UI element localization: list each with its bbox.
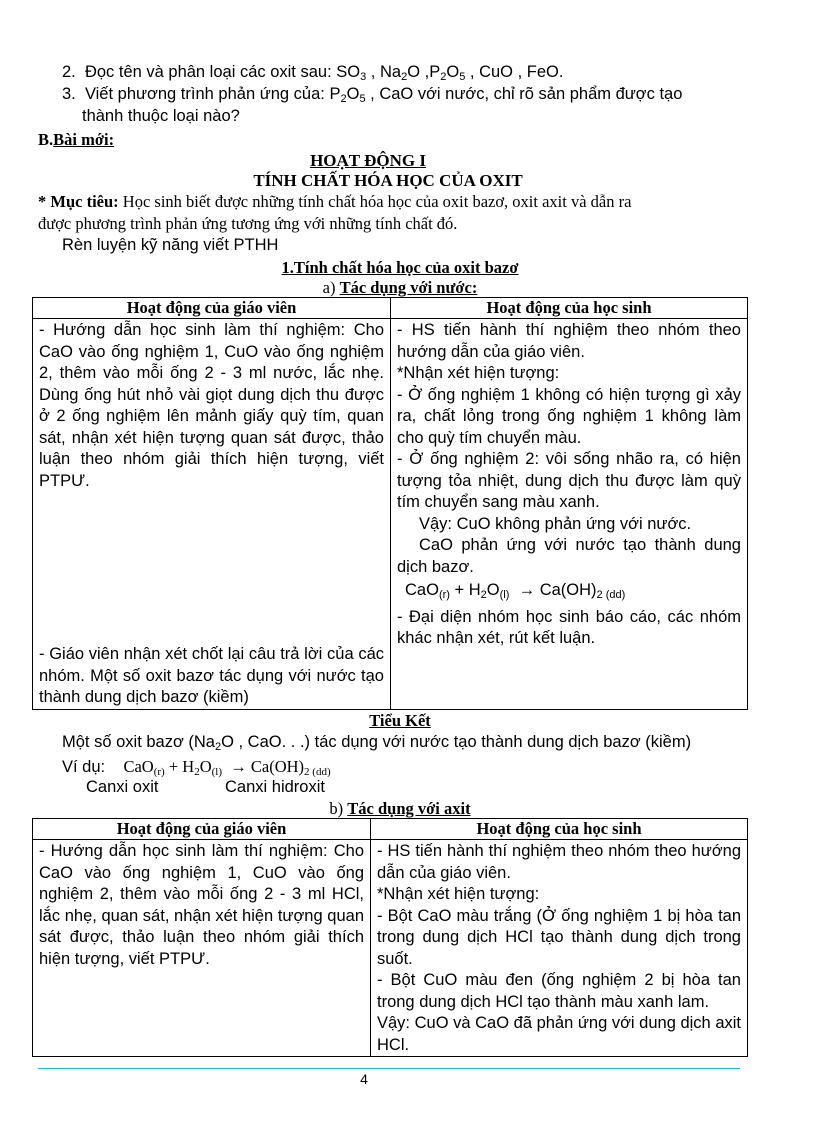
equation-2: $CaO_{(r)} + H_2O_{(l)} \to Ca(OH)_{2 (dd)}$	[123, 757, 331, 778]
student-step-1: - HS tiến hành thí nghiệm theo nhóm theo hướng dẫn của giáo viên.	[397, 321, 741, 361]
student-cell	[371, 840, 748, 1057]
teacher-conclusion: - Giáo viên nhận xét chốt lại câu trả lời của các nhóm. Một số oxit bazơ tác dụng với nước tạo thành dung dịch bazơ (kiềm)	[39, 645, 384, 706]
question-3: 3. Viết phương trình phản ứng của: $P_2O_5$ , CaO với nước, chỉ rõ sản phẩm được tạo	[62, 85, 683, 105]
teacher-instruction: - Hướng dẫn học sinh làm thí nghiệm: Cho CaO vào ống nghiệm 1, CuO vào ống nghiệm 2, thêm vào mỗi ống 2 - 3 ml nước, lắc nhẹ. Dùng ống hút nhỏ vài giọt dung dịch thu được ở 2 ống nghiệm lên mảnh giấy quỳ tím, quan sát, nhận xét hiện tượng quan sát được, thảo luận theo nhóm giải thích hiện tượng, viết PTPƯ.	[39, 321, 384, 490]
student-step-4: - Bột CuO màu đen (ống nghiệm 2 bị hòa tan trong dung dịch HCl tạo thành màu xanh lam.	[377, 971, 741, 1011]
part-1b-title: b) Tác dụng với axit	[329, 799, 471, 818]
student-step-3: - Bột CaO màu trắng (Ở ống nghiệm 1 bị hòa tan trong dung dịch HCl tạo thành dung dịch trong suốt.	[377, 906, 741, 968]
table-body-row	[33, 319, 748, 710]
part-1a-title: a) Tác dụng với nước:	[322, 278, 478, 297]
teacher-cell	[33, 840, 371, 1057]
table-acid-reaction	[32, 818, 748, 1057]
question-3-number: 3.	[62, 85, 76, 103]
student-step-5: Vậy: CuO không phản ứng với nước.	[419, 514, 692, 533]
student-step-3: - Ở ống nghiệm 1 không có hiện tượng gì xảy ra, chất lỏng trong ống nghiệm 1 không làm cho quỳ tím chuyển màu.	[397, 385, 741, 447]
goal-label: * Mục tiêu:	[38, 192, 119, 211]
goal-line-2: được phương trình phản ứng tương ứng với những tính chất đó.	[38, 214, 458, 233]
page-number: 4	[360, 1071, 368, 1087]
question-2-number: 2.	[62, 63, 76, 81]
student-step-7: - Đại diện nhóm học sinh báo cáo, các nhóm khác nhận xét, rút kết luận.	[397, 607, 741, 647]
formula-so3: $SO_3$ ,	[336, 63, 380, 83]
equation-1: $CaO_{(r)} + H_2O_{(l)} \to Ca(OH)_{2 (dd)}$	[405, 581, 626, 601]
table-header-row	[33, 819, 748, 840]
arrow-icon: →	[230, 757, 247, 776]
part-1-title: 1.Tính chất hóa học của oxit bazơ	[281, 258, 519, 277]
student-step-5: Vậy: CuO và CaO đã phản ứng với dung dịch axit HCl.	[377, 1014, 741, 1054]
student-step-4: - Ở ống nghiệm 2: vôi sống nhão ra, có hiện tượng tỏa nhiệt, dung dịch thu được làm quỳ tím chuyển sang màu xanh.	[397, 450, 741, 511]
activity-title: TÍNH CHẤT HÓA HỌC CỦA OXIT	[253, 171, 523, 190]
question-3-line-2: thành thuộc loại nào?	[82, 107, 240, 125]
section-b-heading: B.Bài mới:	[38, 130, 115, 149]
name-calcium-hydroxide: Canxi hidroxit	[225, 778, 325, 796]
goal-line-1: * Mục tiêu: Học sinh biết được những tính chất hóa học của oxit bazơ, oxit axit và dẫn ra	[38, 192, 632, 211]
example-label: Ví dụ:	[62, 758, 106, 776]
teacher-instruction: - Hướng dẫn học sinh làm thí nghiệm: Cho CaO vào ống nghiệm 1, CuO vào ống nghiệm 2, thêm vào mỗi ống 2 - 3 ml HCl, lắc nhẹ, quan sát, nhận xét hiện tượng quan sát được, thảo luận theo nhóm giải thích hiện tượng, viết PTPƯ.	[39, 842, 364, 968]
formula-p2o5: $P_2O_5$ , CuO , FeO.	[429, 63, 564, 83]
student-step-6: CaO phản ứng với nước tạo thành dung dịch bazơ.	[397, 536, 741, 576]
table-body-row	[33, 840, 748, 1057]
skill-line: Rèn luyện kỹ năng viết PTHH	[62, 236, 279, 254]
teacher-cell	[33, 319, 391, 710]
table-header-row	[33, 298, 748, 319]
summary-title: Tiểu Kết	[369, 711, 431, 730]
table-water-reaction	[32, 297, 748, 710]
student-step-2: *Nhận xét hiện tượng:	[377, 885, 540, 903]
header-student: Hoạt động của học sinh	[391, 298, 748, 319]
formula-na2o: $Na_2O$ ,	[379, 63, 430, 83]
arrow-icon: →	[518, 581, 536, 599]
name-calcium-oxide: Canxi oxit	[86, 778, 159, 796]
student-cell	[391, 319, 748, 710]
header-student: Hoạt động của học sinh	[371, 819, 748, 840]
question-2-text: Đọc tên và phân loại các oxit sau:	[84, 63, 337, 81]
student-step-1: - HS tiến hành thí nghiệm theo nhóm theo hướng dẫn của giáo viên.	[377, 842, 741, 882]
activity-heading: HOẠT ĐỘNG I	[310, 151, 426, 170]
student-step-2: *Nhận xét hiện tượng:	[397, 364, 560, 382]
summary-line-1: Một số oxit bazơ ($Na_2O$ , CaO. . .) tác dụng với nước tạo thành dung dịch bazơ (kiềm)	[62, 733, 692, 753]
header-teacher: Hoạt động của giáo viên	[33, 819, 371, 840]
header-teacher: Hoạt động của giáo viên	[33, 298, 391, 319]
